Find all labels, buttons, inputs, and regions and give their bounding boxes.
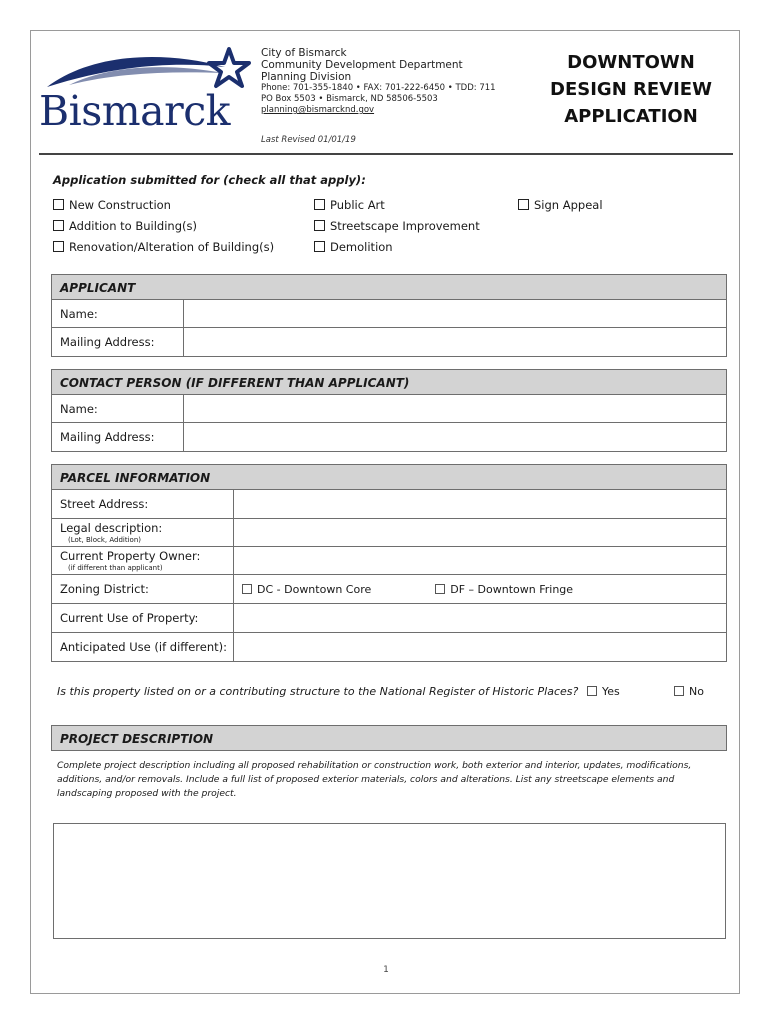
applicant-address-field[interactable] bbox=[184, 328, 726, 356]
option-label: Yes bbox=[602, 685, 620, 698]
field-label: Mailing Address: bbox=[52, 423, 184, 451]
form-row bbox=[52, 633, 726, 661]
applicant-name-field[interactable] bbox=[184, 300, 726, 327]
org-line: Planning Division bbox=[261, 71, 352, 83]
title-line: DOWNTOWN bbox=[567, 52, 695, 73]
application-type-instruction: Application submitted for (check all that apply): bbox=[53, 173, 366, 187]
application-page bbox=[30, 30, 740, 994]
historic-no-option[interactable] bbox=[674, 685, 704, 698]
header-divider bbox=[39, 153, 733, 155]
zoning-options bbox=[234, 575, 726, 603]
form-row bbox=[52, 328, 726, 356]
form-row bbox=[52, 490, 726, 519]
document-title bbox=[531, 49, 731, 130]
field-label: Mailing Address: bbox=[52, 328, 184, 356]
page-number: 1 bbox=[383, 965, 389, 975]
logo-wordmark: Bismarck bbox=[39, 87, 231, 135]
zoning-dc-option[interactable] bbox=[242, 583, 371, 596]
option-label: No bbox=[689, 685, 704, 698]
option-streetscape[interactable] bbox=[314, 219, 480, 233]
section-heading: CONTACT PERSON (IF DIFFERENT THAN APPLICANT) bbox=[52, 370, 726, 395]
option-label: Addition to Building(s) bbox=[69, 219, 197, 233]
section-heading: PROJECT DESCRIPTION bbox=[52, 726, 726, 751]
project-description-textarea[interactable] bbox=[53, 823, 726, 939]
legal-sublabel: (Lot, Block, Addition) bbox=[68, 536, 142, 544]
anticipated-use-field[interactable] bbox=[234, 633, 726, 661]
form-row bbox=[52, 423, 726, 451]
email-link[interactable]: planning@bismarcknd.gov bbox=[261, 105, 375, 115]
current-use-field[interactable] bbox=[234, 604, 726, 632]
property-owner-field[interactable] bbox=[234, 547, 726, 574]
field-label: Name: bbox=[52, 300, 184, 327]
contact-address-field[interactable] bbox=[184, 423, 726, 451]
street-address-field[interactable] bbox=[234, 490, 726, 518]
project-instructions: Complete project description including all proposed rehabilitation or construction work, both exterior and interior, updates, modifications, additions, and/or removals. Include a full list of proposed exterior materials, colors and alterations. List any streetscape elements and landscaping proposed with the project. bbox=[57, 760, 692, 799]
form-row bbox=[52, 547, 726, 575]
section-heading: PARCEL INFORMATION bbox=[52, 465, 726, 490]
checkbox-icon[interactable] bbox=[53, 241, 64, 252]
owner-sublabel: (if different than applicant) bbox=[68, 564, 163, 572]
checkbox-icon[interactable] bbox=[587, 686, 597, 696]
option-label: Renovation/Alteration of Building(s) bbox=[69, 240, 275, 254]
owner-label: Current Property Owner: bbox=[60, 549, 201, 563]
option-addition[interactable] bbox=[53, 219, 197, 233]
title-line: DESIGN REVIEW bbox=[550, 79, 712, 100]
option-label: Sign Appeal bbox=[534, 198, 603, 212]
contact-name-field[interactable] bbox=[184, 395, 726, 422]
option-demolition[interactable] bbox=[314, 240, 393, 254]
checkbox-icon[interactable] bbox=[242, 584, 252, 594]
field-label: Street Address: bbox=[52, 490, 234, 518]
checkbox-icon[interactable] bbox=[53, 199, 64, 210]
form-row bbox=[52, 575, 726, 604]
parcel-section bbox=[51, 464, 727, 662]
contact-line: Phone: 701-355-1840 • FAX: 701-222-6450 • TDD: 711 bbox=[261, 83, 496, 93]
checkbox-icon[interactable] bbox=[53, 220, 64, 231]
form-row bbox=[52, 395, 726, 423]
option-label: Streetscape Improvement bbox=[330, 219, 480, 233]
title-line: APPLICATION bbox=[564, 106, 698, 127]
checkbox-icon[interactable] bbox=[314, 241, 325, 252]
option-label: DF – Downtown Fringe bbox=[450, 582, 574, 596]
field-label: Anticipated Use (if different): bbox=[52, 633, 234, 661]
legal-label: Legal description: bbox=[60, 521, 163, 535]
form-row bbox=[52, 604, 726, 633]
option-public-art[interactable] bbox=[314, 198, 385, 212]
form-row bbox=[52, 519, 726, 547]
historic-yes-option[interactable] bbox=[587, 685, 620, 698]
field-label bbox=[52, 547, 234, 574]
form-row bbox=[52, 300, 726, 328]
department-info bbox=[261, 47, 496, 116]
checkbox-icon[interactable] bbox=[314, 199, 325, 210]
historic-register-question: Is this property listed on or a contributing structure to the National Register of Historic Places? bbox=[57, 685, 579, 698]
field-label bbox=[52, 519, 234, 546]
field-label: Name: bbox=[52, 395, 184, 422]
section-heading: APPLICANT bbox=[52, 275, 726, 300]
field-label: Current Use of Property: bbox=[52, 604, 234, 632]
checkbox-icon[interactable] bbox=[435, 584, 445, 594]
checkbox-icon[interactable] bbox=[518, 199, 529, 210]
option-label: New Construction bbox=[69, 198, 171, 212]
field-label: Zoning District: bbox=[52, 575, 234, 603]
org-line: City of Bismarck bbox=[261, 47, 347, 59]
option-label: Public Art bbox=[330, 198, 385, 212]
option-label: Demolition bbox=[330, 240, 393, 254]
org-line: Community Development Department bbox=[261, 59, 463, 71]
legal-description-field[interactable] bbox=[234, 519, 726, 546]
option-sign-appeal[interactable] bbox=[518, 198, 603, 212]
zoning-df-option[interactable] bbox=[435, 583, 573, 596]
project-description-section bbox=[51, 725, 727, 751]
last-revised: Last Revised 01/01/19 bbox=[261, 135, 356, 145]
contact-section bbox=[51, 369, 727, 452]
contact-line: PO Box 5503 • Bismarck, ND 58506-5503 bbox=[261, 94, 438, 104]
checkbox-icon[interactable] bbox=[674, 686, 684, 696]
option-new-construction[interactable] bbox=[53, 198, 171, 212]
checkbox-icon[interactable] bbox=[314, 220, 325, 231]
bismarck-logo bbox=[39, 43, 261, 139]
applicant-section bbox=[51, 274, 727, 357]
option-label: DC - Downtown Core bbox=[257, 582, 372, 596]
option-renovation[interactable] bbox=[53, 240, 274, 254]
